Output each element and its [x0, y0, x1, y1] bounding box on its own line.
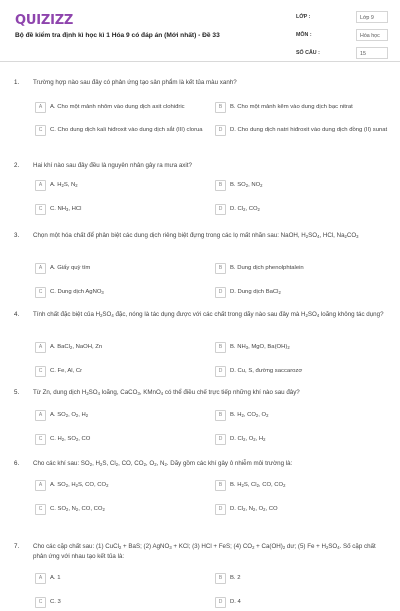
meta-panel	[296, 11, 388, 59]
option-text: D. 4	[230, 599, 241, 605]
question-text: Cho các khí sau: $SO_2$, $H_2S$, $Cl_2$, CO, $CO_2$, $O_2$, $N_2$. Dãy gồm các khí gây ô nhiễm môi trường là:	[33, 460, 293, 467]
question-number: 2.	[14, 162, 20, 169]
option-text: B. Cho một mảnh kẽm vào dung dịch bạc nitrat	[230, 104, 353, 110]
option-text: A. $SO_2$, $O_2$, $H_2$	[50, 412, 89, 418]
option-letter-badge: C	[35, 504, 46, 515]
option-letter-badge: D	[215, 125, 226, 136]
question-text: Hai khí nào sau đây đều là nguyên nhân gây ra mưa axit?	[33, 162, 192, 169]
option-letter-badge: B	[215, 410, 226, 421]
option-letter-badge: A	[35, 410, 46, 421]
option-text: A. Giấy quỳ tím	[50, 265, 91, 271]
meta-grade	[296, 11, 388, 23]
question-number: 3.	[14, 232, 20, 239]
quizizz-logo: QUIZIZZ	[15, 13, 74, 28]
meta-question-count	[296, 47, 388, 59]
option-text: D. Dung dịch BaCl$_2$	[230, 289, 281, 295]
option-text: A. $H_2S$, $N_2$	[50, 182, 78, 188]
meta-value: 15	[356, 47, 388, 59]
page-title: Bộ đề kiểm tra định kì học kì 1 Hóa 9 có đáp án (Mới nhất) - Đề 33	[15, 32, 220, 39]
option-letter-badge: A	[35, 342, 46, 353]
page-header	[0, 0, 400, 62]
meta-value: Hóa học	[356, 29, 388, 41]
option-letter-badge: C	[35, 287, 46, 298]
option-letter-badge: A	[35, 102, 46, 113]
option-letter-badge: B	[215, 480, 226, 491]
option-letter-badge: D	[215, 504, 226, 515]
question-text: Tính chất đặc biệt của $H_2SO_4$ đặc, nóng là tác dụng được với các chất trong dãy nào sau đây mà $H_2SO_4$ loãng không tác dụng?	[33, 311, 384, 318]
question-number: 4.	[14, 311, 20, 318]
option-letter-badge: C	[35, 434, 46, 445]
option-letter-badge: B	[215, 102, 226, 113]
option-letter-badge: D	[215, 287, 226, 298]
option-text: B. Dung dịch phenolphtalein	[230, 265, 304, 271]
option-text: C. $SO_2$, $N_2$, CO, $CO_2$	[50, 506, 105, 512]
option-text: C. $H_2$, $SO_2$, CO	[50, 436, 91, 442]
option-letter-badge: A	[35, 180, 46, 191]
option-letter-badge: B	[215, 263, 226, 274]
option-text: A. 1	[50, 575, 61, 581]
option-text: D. $Cl_2$, $N_2$, $O_2$, CO	[230, 506, 278, 512]
option-text: B. $H_2S$, $Cl_2$, CO, $CO_2$	[230, 482, 286, 488]
option-text: C. Fe, Al, Cr	[50, 368, 83, 374]
meta-label: SỐ CÂU :	[296, 50, 320, 56]
option-text: C. $NH_3$, HCl	[50, 206, 82, 212]
question-text: Từ Zn, dung dịch $H_2SO_4$ loãng, CaCO$_3$, KMnO$_4$ có thể điều chế trực tiếp những khí nào sau đây?	[33, 389, 300, 396]
question-text: Cho các cặp chất sau: (1) CuCl$_2$ + BaS; (2) AgNO$_3$ + KCl; (3) HCl + FeS; (4) $CO_2 + Ca(OH)_2$ dư; (5) $Fe + H_2SO_4$. Số cặp chất phản ứng với nhau tạo kết tủa là:	[33, 543, 376, 560]
option-letter-badge: A	[35, 480, 46, 491]
question-text: Chọn một hóa chất để phân biệt các dung dịch riêng biệt đựng trong các lọ mất nhãn sau: NaOH, $H_2SO_4$, HCl, $Na_2CO_3$	[33, 232, 359, 239]
question-number: 5.	[14, 389, 20, 396]
option-text: B. 2	[230, 575, 241, 581]
question-number: 1.	[14, 79, 20, 86]
option-text: B. $NH_3$, MgO, $Ba(OH)_2$	[230, 344, 290, 350]
option-letter-badge: C	[35, 597, 46, 608]
option-letter-badge: D	[215, 204, 226, 215]
meta-subject	[296, 29, 388, 41]
option-text: D. $Cl_2$, $O_2$, $H_2$	[230, 436, 266, 442]
option-text: A. $SO_2$, $H_2S$, CO, $CO_2$	[50, 482, 109, 488]
question-number: 6.	[14, 460, 20, 467]
option-text: C. 3	[50, 599, 61, 605]
option-letter-badge: A	[35, 573, 46, 584]
option-letter-badge: D	[215, 597, 226, 608]
option-text: A. BaCl$_2$, NaOH, Zn	[50, 344, 103, 350]
option-letter-badge: A	[35, 263, 46, 274]
option-text: C. Dung dịch AgNO$_3$	[50, 289, 104, 295]
option-text: C. Cho dung dịch kali hiđroxit vào dung dịch sắt (III) clorua	[50, 127, 203, 133]
option-letter-badge: D	[215, 434, 226, 445]
question-number: 7.	[14, 543, 20, 550]
option-letter-badge: C	[35, 366, 46, 377]
meta-label: LỚP :	[296, 14, 311, 20]
option-text: D. $Cl_2$, $CO_2$	[230, 206, 260, 212]
option-letter-badge: B	[215, 573, 226, 584]
meta-value: Lớp 9	[356, 11, 388, 23]
meta-label: MÔN :	[296, 32, 312, 38]
option-text: D. Cu, S, đường saccarozơ	[230, 368, 303, 374]
option-letter-badge: B	[215, 180, 226, 191]
option-letter-badge: D	[215, 366, 226, 377]
question-text: Trường hợp nào sau đây có phản ứng tạo sản phẩm là kết tủa màu xanh?	[33, 79, 237, 86]
option-letter-badge: C	[35, 204, 46, 215]
option-text: A. Cho một mảnh nhôm vào dung dịch axit clohiđric	[50, 104, 185, 110]
option-text: B. $H_2$, $CO_2$, $O_2$	[230, 412, 269, 418]
option-letter-badge: B	[215, 342, 226, 353]
option-text: B. $SO_2$, $NO_2$	[230, 182, 263, 188]
option-letter-badge: C	[35, 125, 46, 136]
option-text: D. Cho dung dịch natri hiđroxit vào dung dịch đồng (II) sunat	[230, 127, 388, 133]
